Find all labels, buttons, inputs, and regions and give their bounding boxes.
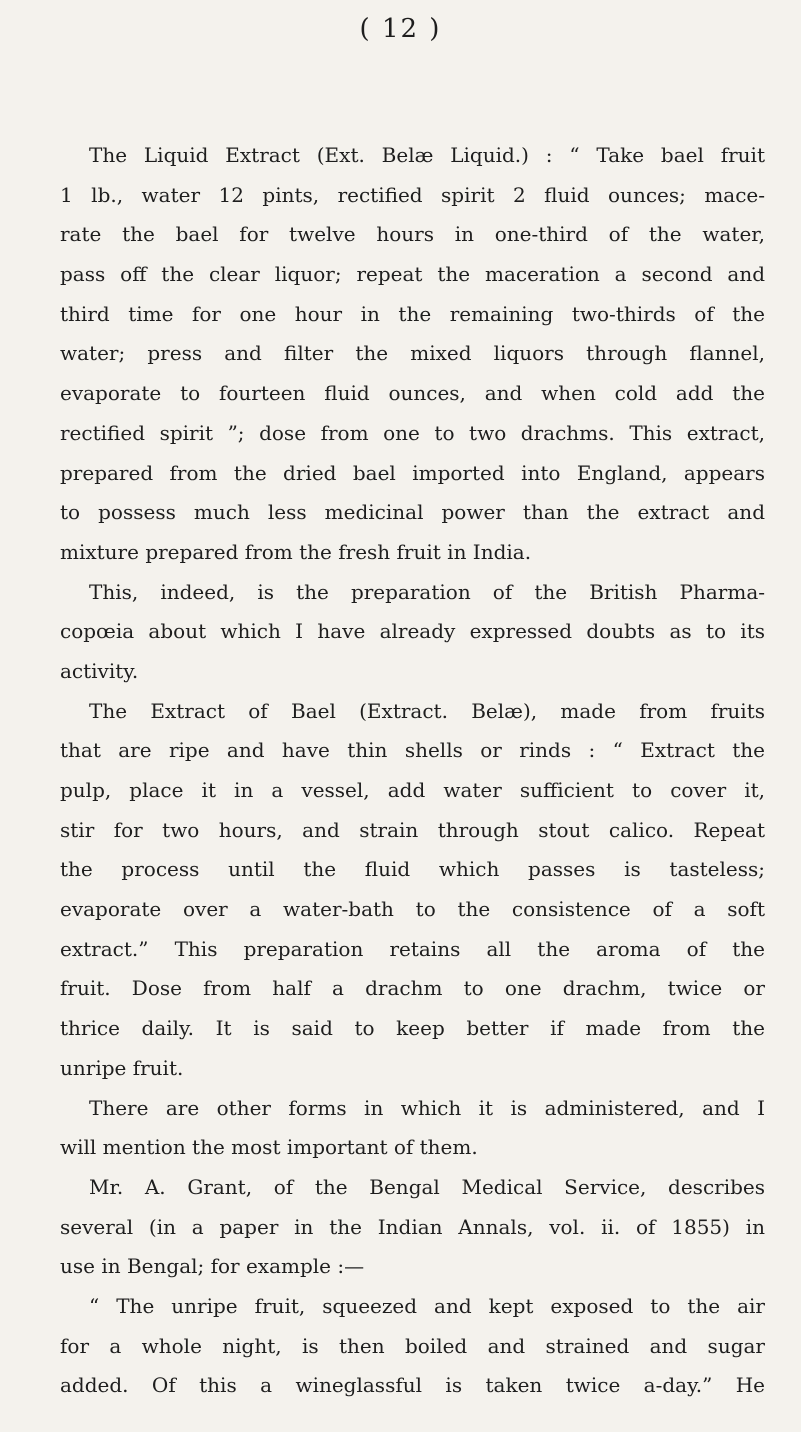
text-line: The Extract of Bael (Extract. Belæ), made from fruits <box>89 698 765 723</box>
text-line: the process until the fluid which passes is tasteless; <box>60 857 765 882</box>
text-line: pulp, place it in a vessel, add water sufficient to cover it, <box>60 778 765 802</box>
text-line: water; press and filter the mixed liquors through flannel, <box>60 341 765 366</box>
text-line: There are other forms in which it is administered, and I <box>89 1095 765 1120</box>
text-line: 1 lb., water 12 pints, rectified spirit 2 fluid ounces; mace- <box>60 182 765 207</box>
text-line: use in Bengal; for example :— <box>60 1254 365 1279</box>
text-line: fruit. Dose from half a drachm to one drachm, twice or <box>60 976 765 1001</box>
page-number: ( 12 ) <box>359 14 442 44</box>
text-line: that are ripe and have thin shells or rinds : “ Extract the <box>60 738 765 763</box>
text-line: will mention the most important of them. <box>60 1135 478 1160</box>
text-line: The Liquid Extract (Ext. Belæ Liquid.) : “ Take bael fruit <box>89 143 765 167</box>
text-line: activity. <box>60 658 139 683</box>
text-line: several (in a paper in the Indian Annals, vol. ii. of 1855) in <box>60 1214 765 1239</box>
text-line: thrice daily. It is said to keep better if made from the <box>60 1016 765 1041</box>
text-line: prepared from the dried bael imported into England, appears <box>60 460 765 485</box>
text-line: “ The unripe fruit, squeezed and kept exposed to the air <box>89 1293 765 1318</box>
text-line: rectified spirit ”; dose from one to two drachms. This extract, <box>60 420 765 445</box>
text-line: third time for one hour in the remaining two-thirds of the <box>60 301 765 326</box>
text-line: Mr. A. Grant, of the Bengal Medical Service, describes <box>89 1174 765 1199</box>
text-line: unripe fruit. <box>60 1055 184 1080</box>
text-line: added. Of this a wineglassful is taken twice a-day.” He <box>60 1373 765 1398</box>
text-line: This, indeed, is the preparation of the British Pharma- <box>89 579 765 604</box>
text-line: copœia about which I have already expressed doubts as to its <box>60 619 765 644</box>
text-line: to possess much less medicinal power than the extract and <box>60 500 765 525</box>
text-line: extract.” This preparation retains all the aroma of the <box>60 936 765 961</box>
text-line: for a whole night, is then boiled and strained and sugar <box>60 1333 765 1358</box>
text-line: evaporate to fourteen fluid ounces, and when cold add the <box>60 381 765 406</box>
body-text <box>60 136 765 1406</box>
text-line: pass off the clear liquor; repeat the maceration a second and <box>60 262 765 287</box>
text-line: rate the bael for twelve hours in one-third of the water, <box>60 222 765 247</box>
text-line: evaporate over a water-bath to the consistence of a soft <box>60 897 765 922</box>
text-line: stir for two hours, and strain through stout calico. Repeat <box>60 817 765 842</box>
text-line: mixture prepared from the fresh fruit in India. <box>60 539 532 564</box>
